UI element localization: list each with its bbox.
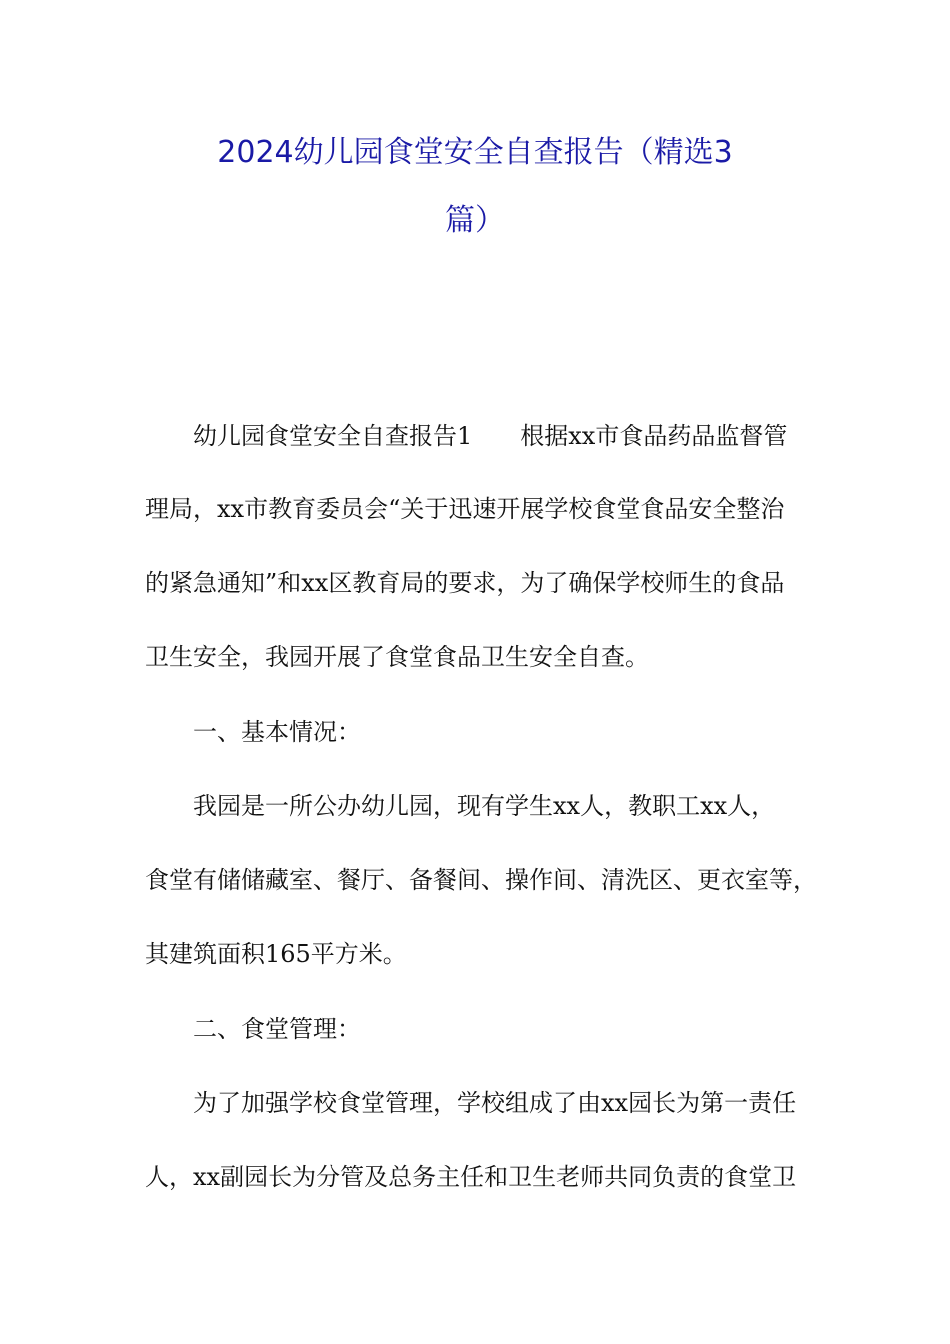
paragraph-line: 食堂有储储藏室、餐厅、备餐间、操作间、清洗区、更衣室等， [145,866,817,894]
paragraph-line: 其建筑面积165平方米。 [145,940,407,968]
document-title-line-2: 篇） [445,203,505,238]
paragraph-line: 的紧急通知”和xx区教育局的要求，为了确保学校师生的食品 [145,569,785,597]
document-title-line-1: 2024幼儿园食堂安全自查报告（精选3 [217,135,733,170]
paragraph-line: 我园是一所公办幼儿园，现有学生xx人，教职工xx人， [193,792,776,820]
paragraph-line: 卫生安全，我园开展了食堂食品卫生安全自查。 [145,643,649,671]
paragraph-line: 为了加强学校食堂管理，学校组成了由xx园长为第一责任 [193,1089,797,1117]
section-heading: 二、食堂管理： [193,1015,361,1043]
section-heading: 一、基本情况： [193,718,361,746]
paragraph-line: 幼儿园食堂安全自查报告1 根据xx市食品药品监督管 [193,422,788,450]
paragraph-line: 人，xx副园长为分管及总务主任和卫生老师共同负责的食堂卫 [145,1163,797,1191]
paragraph-line: 理局，xx市教育委员会“关于迅速开展学校食堂食品安全整治 [145,495,785,523]
